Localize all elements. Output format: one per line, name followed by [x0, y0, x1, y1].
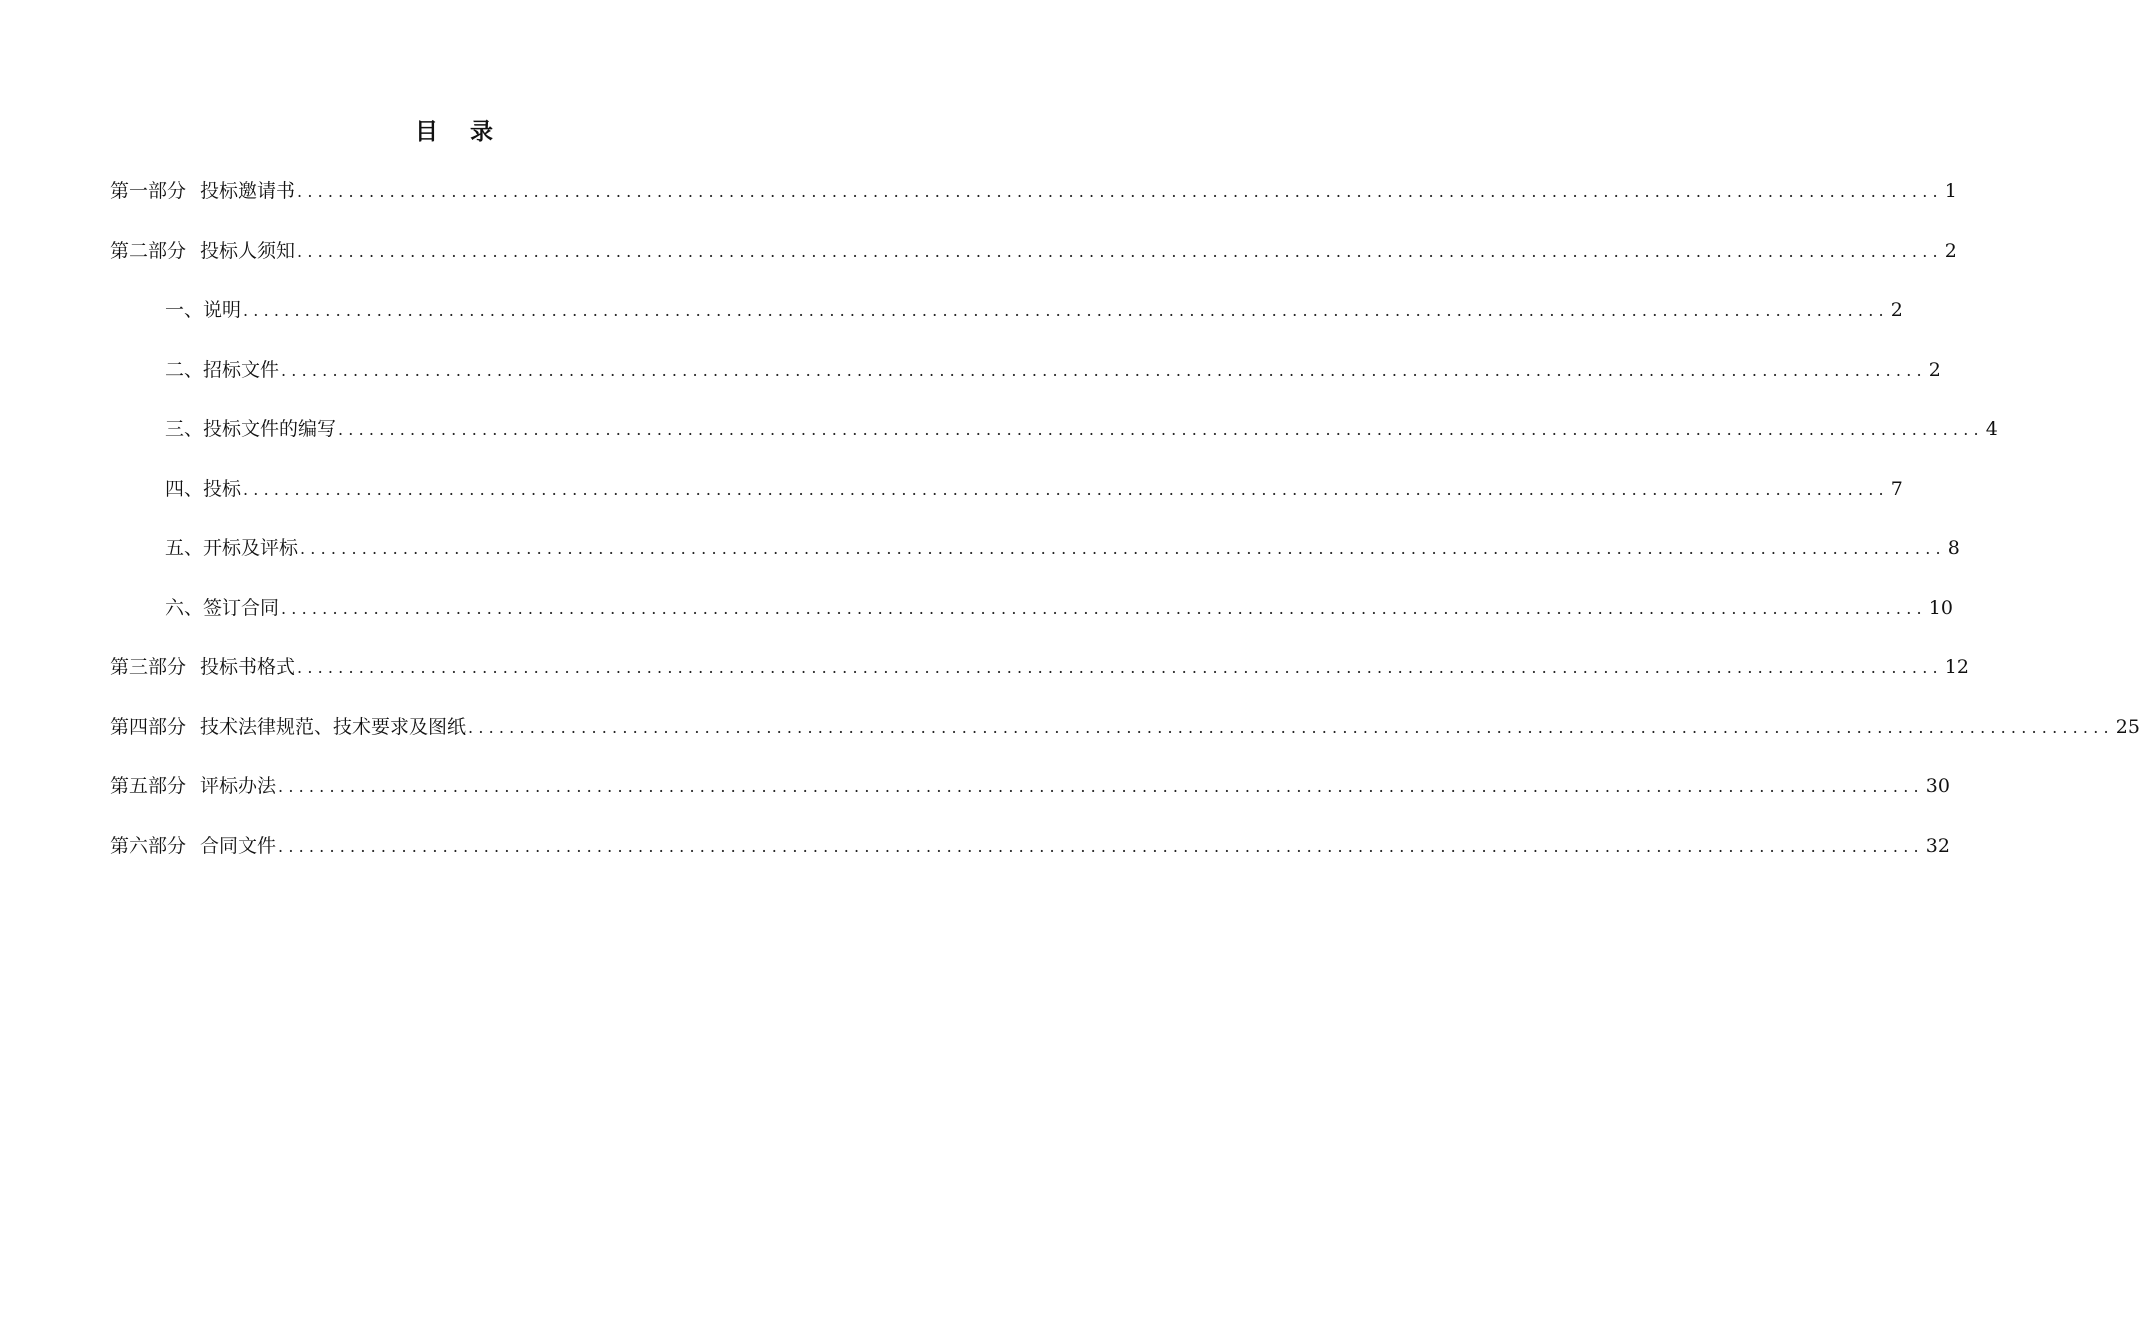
- toc-entry[interactable]: [0, 592, 1953, 652]
- toc-page-number: 4: [1985, 418, 1998, 440]
- toc-list: [0, 175, 2140, 889]
- toc-entry[interactable]: [0, 651, 1969, 711]
- toc-dot-leader: ................................................................................................................................................................: [297, 182, 1943, 201]
- toc-part-label: 第一部分: [110, 180, 187, 202]
- toc-part-label: 第四部分: [110, 715, 187, 738]
- toc-entry-text: 五、开标及评标: [165, 537, 299, 559]
- toc-page-number: 2: [1890, 299, 1903, 321]
- toc-part-label: 第六部分: [110, 834, 187, 857]
- toc-dot-leader: ................................................................................................................................................................: [300, 539, 1946, 558]
- toc-entry-label: [165, 354, 279, 386]
- toc-entry-label: [110, 770, 276, 802]
- toc-entry-label: [110, 711, 466, 743]
- toc-entry[interactable]: [0, 830, 1950, 890]
- toc-entry-text: 六、签订合同: [165, 596, 280, 619]
- toc-page-number: 30: [1925, 775, 1950, 797]
- toc-entry-text: 三、投标文件的编写: [165, 418, 337, 440]
- toc-entry-label: [165, 294, 241, 326]
- toc-entry-text: 技术法律规范、技术要求及图纸: [200, 715, 467, 738]
- toc-dot-leader: ................................................................................................................................................................: [243, 479, 1889, 499]
- toc-entry[interactable]: [0, 294, 1903, 354]
- toc-page-number: 1: [1944, 180, 1957, 202]
- toc-dot-leader: ................................................................................................................................................................: [297, 658, 1943, 677]
- toc-dot-leader: ................................................................................................................................................................: [468, 717, 2114, 737]
- toc-entry[interactable]: [0, 413, 1998, 473]
- toc-entry[interactable]: [0, 235, 1957, 295]
- toc-page-number: 2: [1928, 358, 1941, 381]
- toc-entry-label: [165, 592, 279, 624]
- toc-entry-label: [165, 532, 298, 564]
- toc-entry[interactable]: [0, 354, 1941, 414]
- toc-entry[interactable]: [0, 175, 1957, 235]
- toc-page-number: 12: [1944, 656, 1969, 678]
- toc-entry-text: 四、投标: [165, 477, 242, 500]
- toc-dot-leader: ................................................................................................................................................................: [281, 598, 1927, 618]
- toc-page-number: 2: [1944, 239, 1957, 262]
- toc-entry-label: [165, 473, 241, 505]
- toc-page-number: 10: [1928, 596, 1953, 619]
- toc-entry[interactable]: [0, 473, 1903, 533]
- toc-page-number: 8: [1947, 537, 1960, 559]
- toc-dot-leader: ................................................................................................................................................................: [338, 420, 1984, 439]
- toc-page-number: 7: [1890, 477, 1903, 500]
- toc-dot-leader: ................................................................................................................................................................: [278, 777, 1924, 796]
- toc-entry-text: 评标办法: [200, 775, 277, 797]
- toc-entry[interactable]: [0, 532, 1960, 592]
- toc-entry-label: [165, 413, 336, 445]
- toc-part-label: 第五部分: [110, 775, 187, 797]
- toc-page-number: 32: [1925, 834, 1950, 857]
- toc-entry-text: 投标人须知: [200, 239, 296, 262]
- toc-dot-leader: ................................................................................................................................................................: [281, 360, 1927, 380]
- toc-entry-label: [110, 175, 295, 207]
- toc-dot-leader: ................................................................................................................................................................: [278, 836, 1924, 856]
- toc-part-label: 第三部分: [110, 656, 187, 678]
- toc-entry-label: [110, 235, 295, 267]
- toc-entry[interactable]: [0, 711, 2140, 771]
- toc-entry-text: 二、招标文件: [165, 358, 280, 381]
- toc-title: 目 录: [414, 118, 505, 145]
- toc-entry-text: 投标书格式: [200, 656, 296, 678]
- toc-page-number: 25: [2115, 715, 2140, 738]
- toc-entry-label: [110, 651, 295, 683]
- toc-entry-label: [110, 830, 276, 862]
- toc-dot-leader: ................................................................................................................................................................: [243, 301, 1889, 320]
- toc-entry-text: 投标邀请书: [200, 180, 296, 202]
- toc-dot-leader: ................................................................................................................................................................: [297, 241, 1943, 261]
- toc-entry-text: 一、说明: [165, 299, 242, 321]
- toc-entry[interactable]: [0, 770, 1950, 830]
- toc-part-label: 第二部分: [110, 239, 187, 262]
- toc-entry-text: 合同文件: [200, 834, 277, 857]
